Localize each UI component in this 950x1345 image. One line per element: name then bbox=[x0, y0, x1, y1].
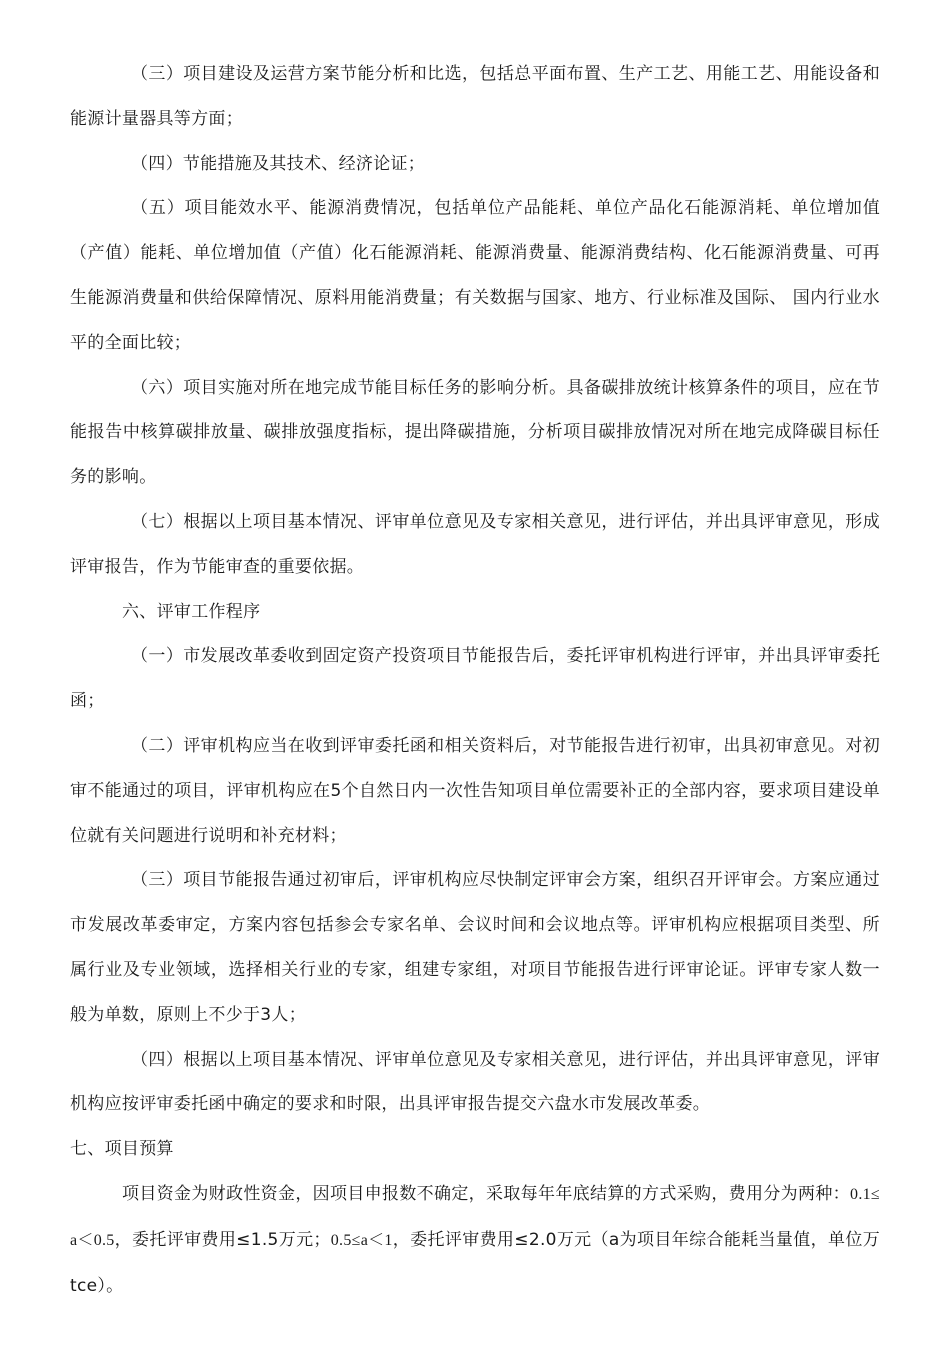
budget-range-2: 0.5≤a＜1 bbox=[330, 1231, 393, 1249]
paragraph-item5-efficiency: （五）项目能效水平、能源消费情况，包括单位产品能耗、单位产品化石能源消耗、单位增加值（产值）能耗、单位增加值（产值）化石能源消耗、能源消费量、能源消费结构、化石能源消费量、可再生能源消费量和供给保障情况、原料用能消费量；有关数据与国家、地方、行业标准及国际、 国内行业水平的全面比较； bbox=[70, 198, 880, 353]
section-heading-review-procedure: 六、评审工作程序 bbox=[122, 601, 261, 622]
budget-intro: 项目资金为财政性资金，因项目申报数不确定，采取每年年底结算的方式采购，费用分为两种： bbox=[122, 1183, 851, 1204]
paragraph-item7-opinion: （七）根据以上项目基本情况、评审单位意见及专家相关意见，进行评估，并出具评审意见，形成评审报告，作为节能审查的重要依据。 bbox=[70, 511, 880, 577]
paragraph-item6-impact: （六）项目实施对所在地完成节能目标任务的影响分析。具备碳排放统计核算条件的项目，应在节能报告中核算碳排放量、碳排放强度指标，提出降碳措施，分析项目碳排放情况对所在地完成降碳目标任务的影响。 bbox=[70, 377, 880, 488]
document-body bbox=[70, 52, 880, 1308]
paragraph-budget bbox=[70, 1172, 880, 1308]
paragraph-item4-measures: （四）节能措施及其技术、经济论证； bbox=[131, 153, 426, 174]
paragraph-proc1-entrust: （一）市发展改革委收到固定资产投资项目节能报告后，委托评审机构进行评审，并出具评审委托函； bbox=[70, 646, 880, 712]
budget-fee-2: ，委托评审费用≤2.0万元（a为项目年综合能耗当量值，单位万tce）。 bbox=[70, 1229, 880, 1296]
paragraph-proc3-meeting: （三）项目节能报告通过初审后，评审机构应尽快制定评审会方案，组织召开评审会。方案应通过市发展改革委审定，方案内容包括参会专家名单、会议时间和会议地点等。评审机构应根据项目类型、所属行业及专业领域，选择相关行业的专家，组建专家组，对项目节能报告进行评审论证。评审专家人数一般为单数，原则上不少于3人； bbox=[70, 870, 880, 1025]
paragraph-proc4-report: （四）根据以上项目基本情况、评审单位意见及专家相关意见，进行评估，并出具评审意见，评审机构应按评审委托函中确定的要求和时限，出具评审报告提交六盘水市发展改革委。 bbox=[70, 1049, 880, 1115]
section-heading-project-budget: 七、项目预算 bbox=[70, 1139, 174, 1160]
paragraph-item3-analysis: （三）项目建设及运营方案节能分析和比选，包括总平面布置、生产工艺、用能工艺、用能设备和能源计量器具等方面； bbox=[70, 64, 880, 129]
budget-range-1: 0.1≤a＜0.5 bbox=[70, 1185, 880, 1249]
paragraph-proc2-initial-review: （二）评审机构应当在收到评审委托函和相关资料后，对节能报告进行初审，出具初审意见。对初审不能通过的项目，评审机构应在5个自然日内一次性告知项目单位需要补正的全部内容，要求项目建设单位就有关问题进行说明和补充材料； bbox=[70, 735, 880, 846]
budget-fee-1: ，委托评审费用≤1.5万元； bbox=[114, 1229, 331, 1250]
